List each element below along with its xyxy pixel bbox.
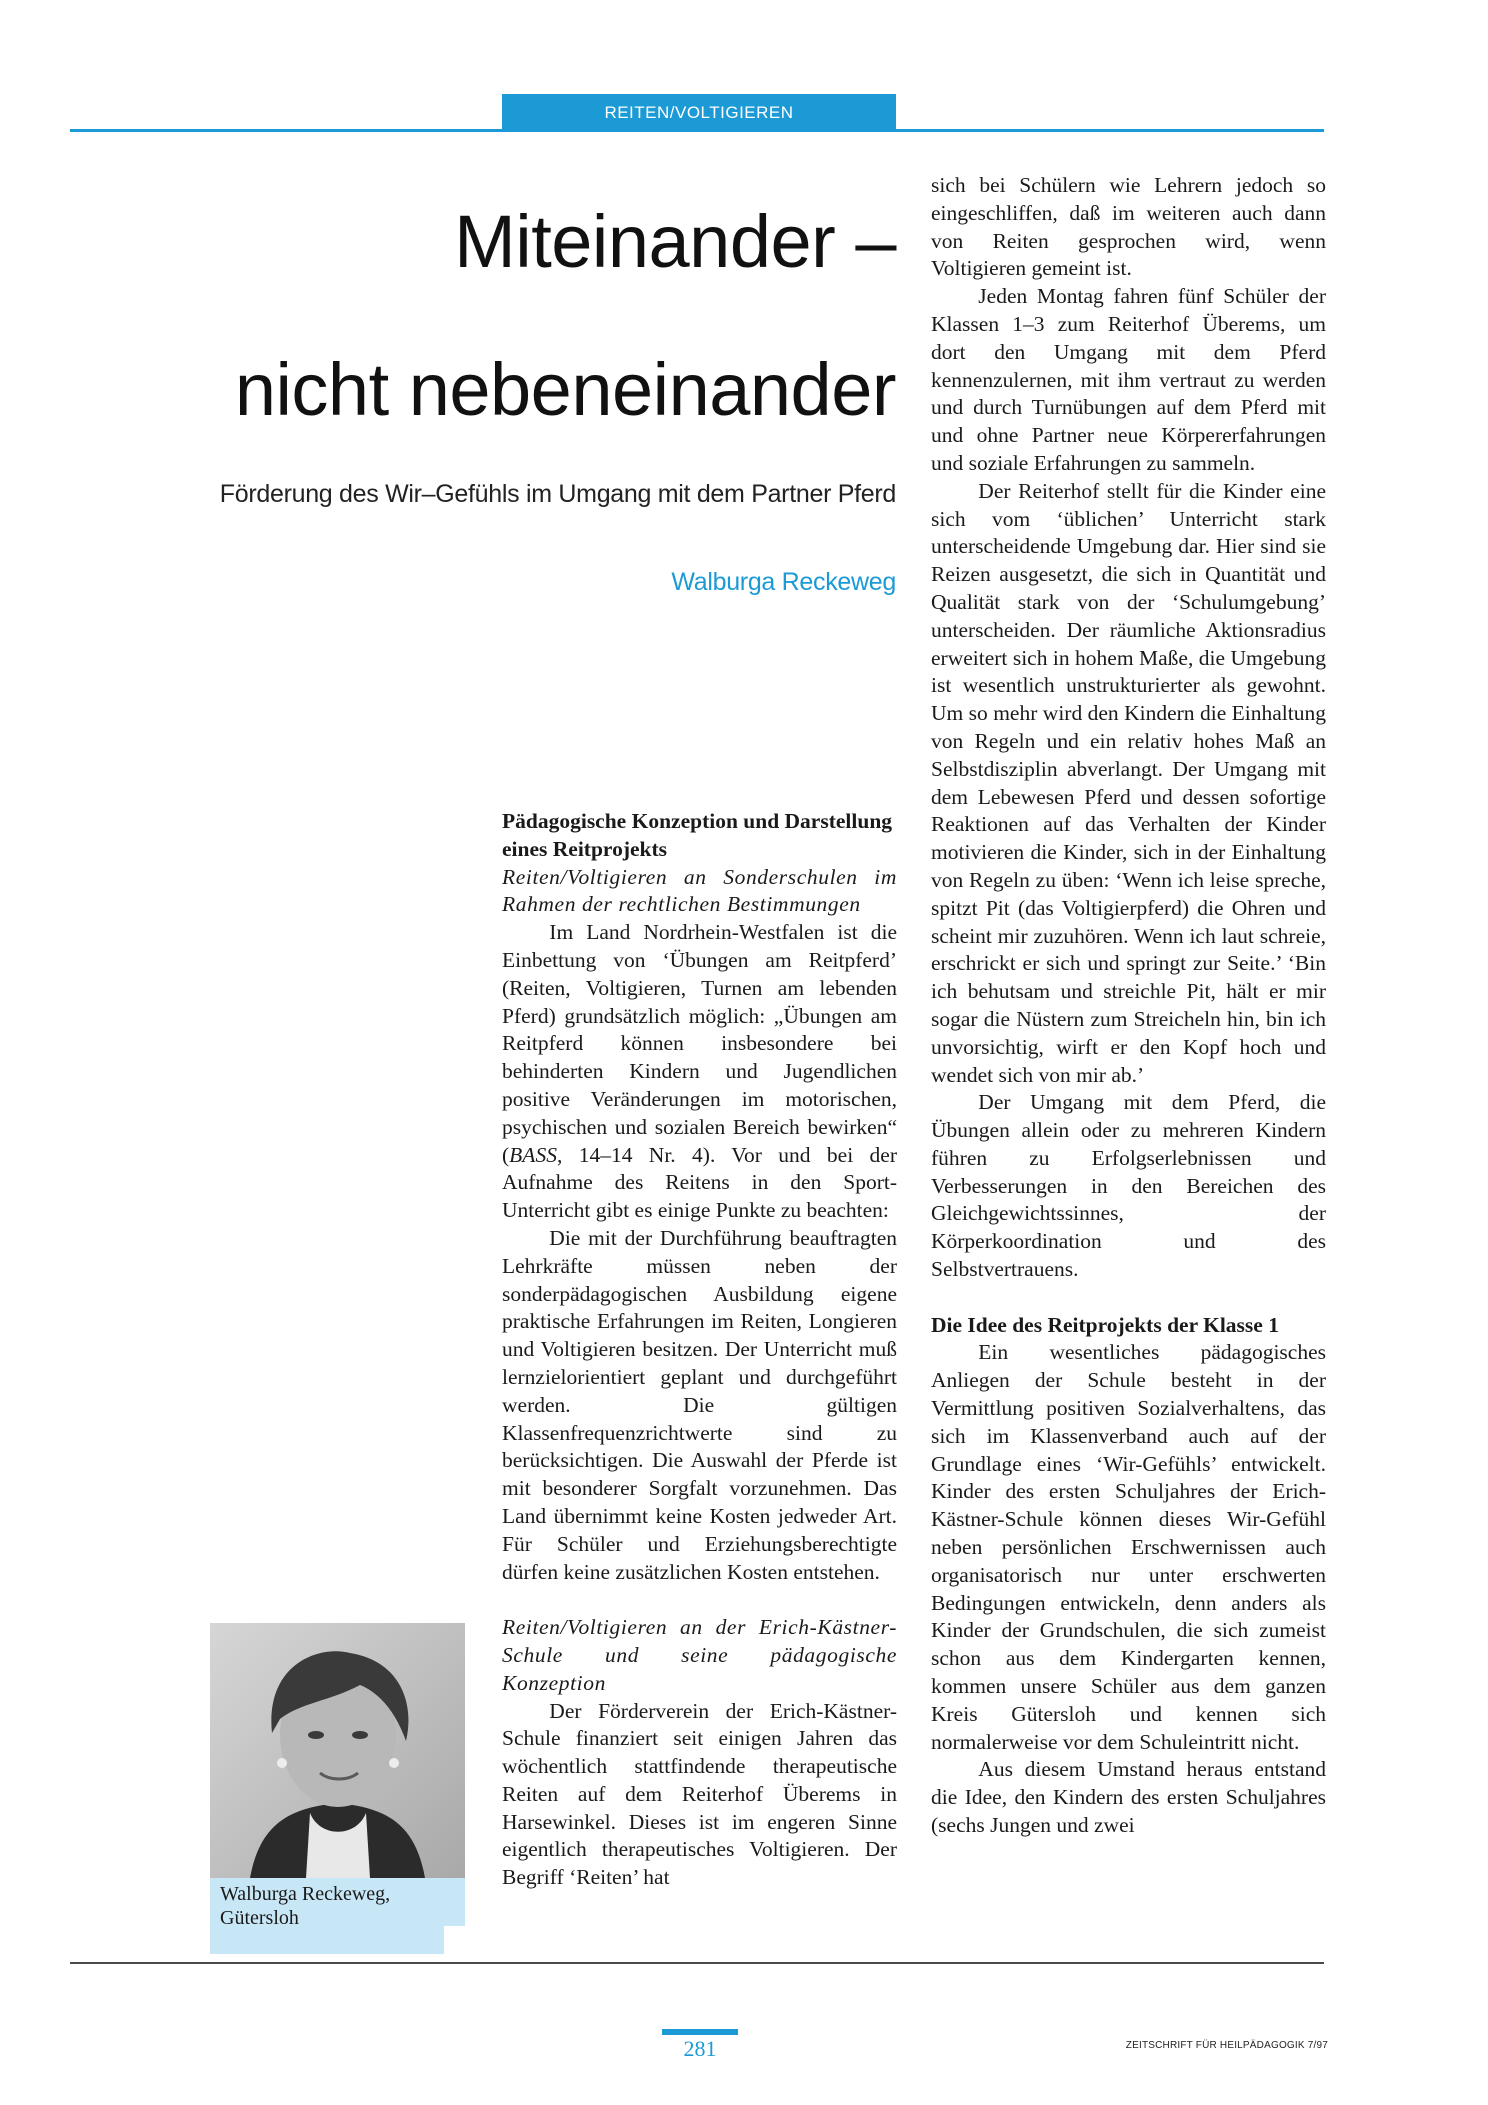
right-column bbox=[931, 172, 1326, 1840]
section-label: REITEN/VOLTIGIEREN bbox=[502, 94, 896, 131]
paragraph: Der Reiterhof stellt für die Kinder eine sich vom ‘üblichen’ Unterricht stark unterscheidende Umgebung dar. Hier sind sie Reizen ausgesetzt, die sich in Quantität und Qualität stark von der ‘Schulumgebung’ unterscheiden. Der räumliche Aktionsradius erweitert sich in hohem Maße, die Umgebung ist wesentlich unstrukturierter als gewohnt. Um so mehr wird den Kindern die Einhaltung von Regeln und ein relativ hohes Maß an Selbstdisziplin abverlangt. Der Umgang mit dem Lebewesen Pferd und dessen sofortige Reaktionen auf das Verhalten der Kinder motivieren die Kinder, sich in der Einhaltung von Regeln zu üben: ‘Wenn ich leise spreche, spitzt Pit (das Voltigierpferd) die Ohren und scheint mir zuzuhören. Wenn ich laut schreie, erschrickt er sich und springt zur Seite.’ ‘Bin ich behutsam und streichle Pit, hält er mir sogar die Nüstern zum Streicheln hin, bin ich unvorsichtig, wirft er den Kopf hoch und wendet sich von mir ab.’ bbox=[931, 478, 1326, 1087]
article-title-line2: nicht nebeneinander bbox=[234, 348, 896, 431]
subheading-legal: Reiten/Voltigieren an Sonderschulen im Rahmen der rechtlichen Bestimmungen bbox=[502, 864, 897, 917]
paragraph: sich bei Schülern wie Lehrern jedoch so eingeschliffen, daß im weiteren auch dann von Reiten gesprochen wird, wenn Voltigieren gemeint ist. bbox=[931, 173, 1326, 281]
paragraph: Jeden Montag fahren fünf Schüler der Klassen 1–3 zum Reiterhof Überems, um dort den Umgang mit dem Pferd kennenzulernen, mit ihm vertraut zu werden und durch Turnübungen auf dem Pferd mit und ohne Partner neue Körpererfahrungen und soziale Erfahrungen zu sammeln. bbox=[931, 284, 1326, 475]
paragraph: Die mit der Durchführung beauftragten Lehrkräfte müssen neben der sonderpädagogischen Ausbildung eigene praktische Erfahrungen im Reiten, Longieren und Voltigieren besitzen. Der Unterricht muß lernzielorientiert geplant und durchgeführt werden. Die gültigen Klassenfrequenzrichtwerte sind zu berücksichtigen. Die Auswahl der Pferde ist mit besonderer Sorgfalt vorzunehmen. Das Land übernimmt keine Kosten jedweder Art. Für Schüler und Erziehungsberechtigte dürfen keine zusätzlichen Kosten entstehen. bbox=[502, 1225, 897, 1584]
caption-name: Walburga Reckeweg, bbox=[220, 1883, 391, 1905]
paragraph: Der Umgang mit dem Pferd, die Übungen allein oder zu mehreren Kindern führen zu Erfolgserlebnissen und Verbesserungen in den Bereichen des Gleichgewichtssinnes, der Körperkoordination und des Selbstvertrauens. bbox=[931, 1090, 1326, 1282]
article-subtitle: Förderung des Wir–Gefühls im Umgang mit dem Partner Pferd bbox=[219, 480, 896, 508]
journal-name: ZEITSCHRIFT FÜR HEILPÄDAGOGIK 7/97 bbox=[1125, 2040, 1328, 2051]
section-heading-idea: Die Idee des Reitprojekts der Klasse 1 bbox=[931, 1312, 1279, 1337]
article-author: Walburga Reckeweg bbox=[671, 568, 896, 596]
page-number: 281 bbox=[683, 2036, 717, 2061]
caption-place: Gütersloh bbox=[220, 1907, 299, 1929]
section-heading-concept: Pädagogische Konzeption und Darstellung eines Reitprojekts bbox=[502, 809, 893, 861]
paragraph: Im Land Nordrhein-Westfalen ist die Einbettung von ‘Übungen am Reitpferd’ (Reiten, Voltigieren, Turnen am lebenden Pferd) grundsätzlich möglich: „Übungen am Reitpferd können insbesondere bei behinderten Kindern und Jugendlichen positive Veränderungen im motorischen, psychischen und sozialen Bereich bewirken“ (BASS, 14–14 Nr. 4). Vor und bei der Aufnahme des Reitens in den Sport-Unterricht gibt es einige Punkte zu beachten: bbox=[502, 920, 897, 1223]
footer-rule bbox=[70, 1962, 1324, 1964]
paragraph: Aus diesem Umstand heraus entstand die Idee, den Kindern des ersten Schuljahres (sechs Jungen und zwei bbox=[931, 1757, 1326, 1838]
photo-caption bbox=[210, 1878, 444, 1954]
author-photo bbox=[210, 1623, 465, 1878]
caption-decor bbox=[444, 1878, 465, 1926]
article-title-line1: Miteinander – bbox=[454, 200, 896, 283]
subheading-school: Reiten/Voltigieren an der Erich-Kästner-Schule und seine pädagogische Konzeption bbox=[502, 1615, 897, 1695]
header-rule bbox=[70, 129, 1324, 132]
left-column bbox=[502, 808, 897, 1892]
page-number-bar bbox=[662, 2029, 738, 2035]
citation: BASS bbox=[509, 1142, 557, 1167]
paragraph: Ein wesentliches pädagogisches Anliegen der Schule besteht in der Vermittlung positiven Sozialverhaltens, das sich im Klassenverband auch auf der Grundlage eines ‘Wir-Gefühls’ entwickelt. Kinder des ersten Schuljahres der Erich-Kästner-Schule können dieses Wir-Gefühl neben persönlichen Erschwernissen auch organisatorisch nur unter erschwerten Bedingungen entwickeln, denn anders als Kinder der Grundschulen, die sich zumeist schon aus dem Kindergarten kennen, kommen unsere Schüler aus dem ganzen Kreis Gütersloh und kennen sich normalerweise vor dem Schuleintritt nicht. bbox=[931, 1340, 1326, 1754]
paragraph: Der Förderverein der Erich-Kästner-Schule finanziert seit einigen Jahren das wöchentlich stattfindende therapeutische Reiten auf dem Reiterhof Überems in Harsewinkel. Dieses ist im engeren Sinne eigentlich therapeutisches Voltigieren. Der Begriff ‘Reiten’ hat bbox=[502, 1698, 897, 1890]
